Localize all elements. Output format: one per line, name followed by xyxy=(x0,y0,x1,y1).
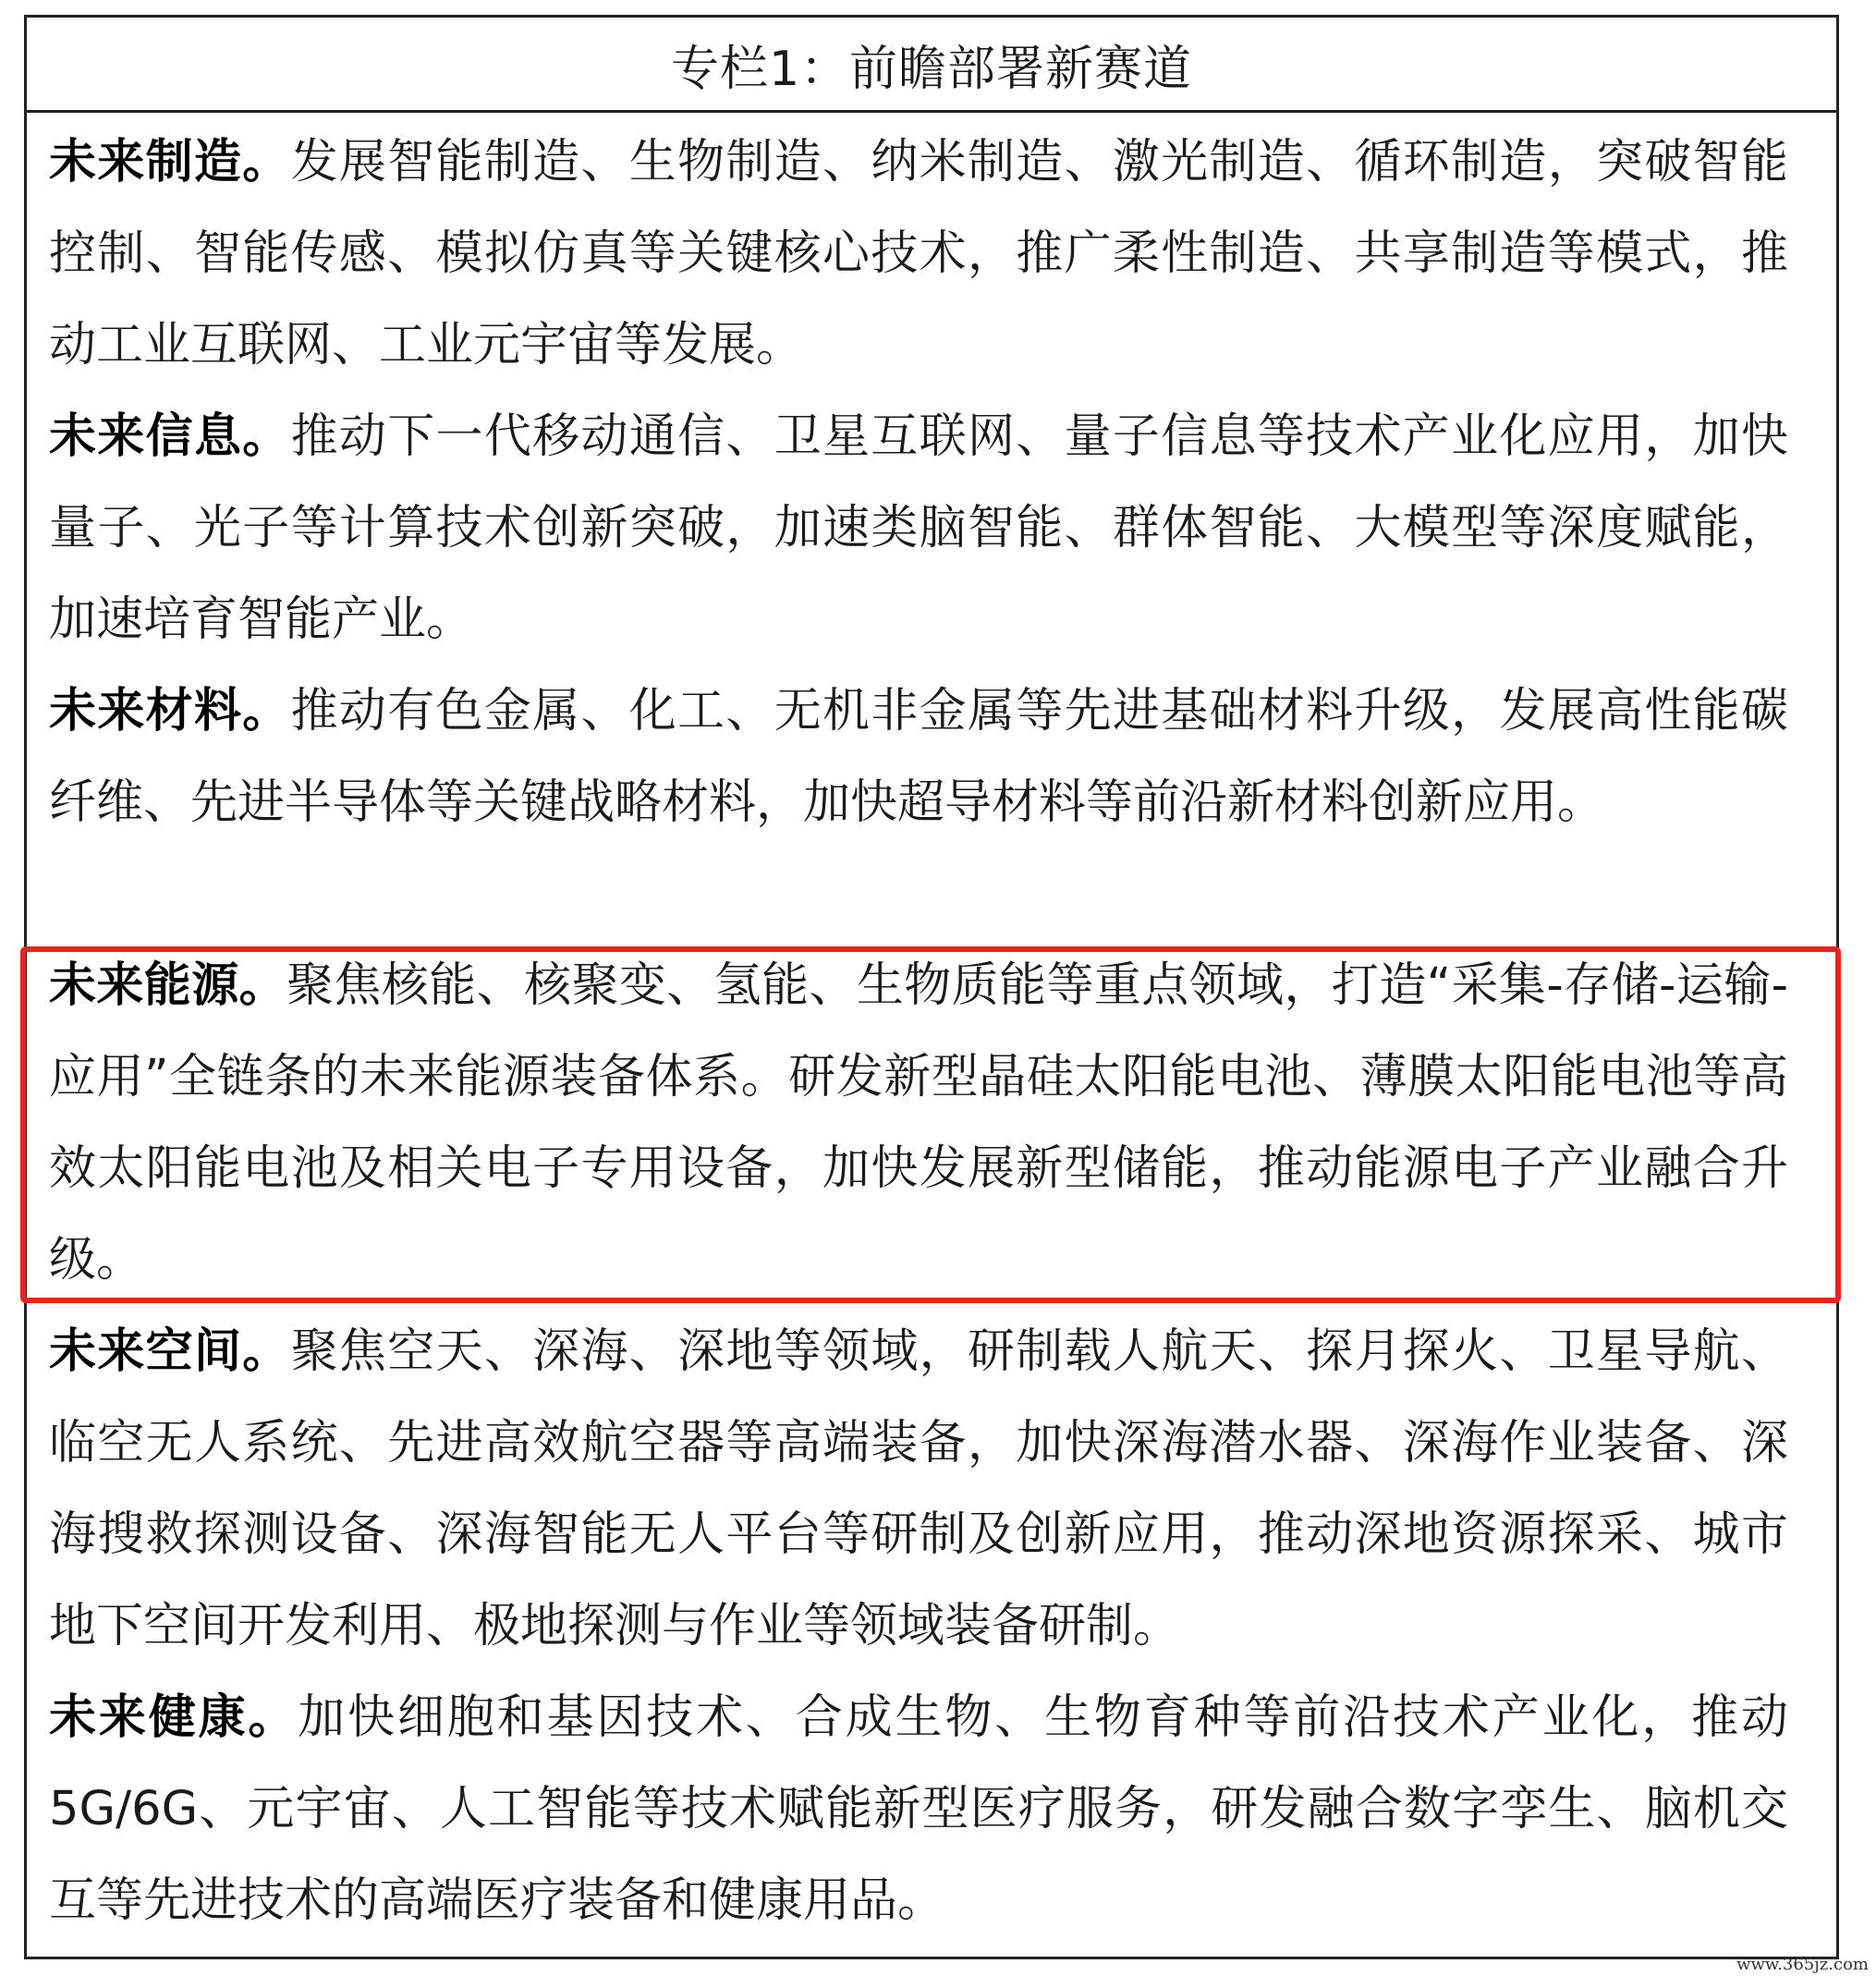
section-future-information xyxy=(49,391,1788,665)
section-title: 未来材料。 xyxy=(49,684,291,738)
column-title: 专栏1：前瞻部署新赛道 xyxy=(27,18,1836,113)
section-future-manufacturing xyxy=(49,113,1788,391)
section-body: 发展智能制造、生物制造、纳米制造、激光制造、循环制造，突破智能控制、智能传感、模拟仿真等关键核心技术，推广柔性制造、共享制造等模式，推动工业互联网、工业元宇宙等发展。 xyxy=(49,135,1788,372)
section-body: 推动下一代移动通信、卫星互联网、量子信息等技术产业化应用，加快量子、光子等计算技术创新突破，加速类脑智能、群体智能、大模型等深度赋能，加速培育智能产业。 xyxy=(49,409,1788,647)
section-future-energy xyxy=(49,940,1788,1306)
sections-container xyxy=(27,113,1836,1946)
section-future-materials xyxy=(49,665,1788,940)
section-title: 未来空间。 xyxy=(49,1324,291,1379)
watermark: www.365jz.com xyxy=(1736,1955,1869,1974)
section-body: 推动有色金属、化工、无机非金属等先进基础材料升级，发展高性能碳纤维、先进半导体等关键战略材料，加快超导材料等前沿新材料创新应用。 xyxy=(49,684,1788,830)
section-title: 未来制造。 xyxy=(49,135,291,189)
section-title: 未来健康。 xyxy=(49,1690,298,1745)
section-body: 加快细胞和基因技术、合成生物、生物育种等前沿技术产业化，推动5G/6G、元宇宙、人工智能等技术赋能新型医疗服务，研发融合数字孪生、脑机交互等先进技术的高端医疗装备和健康用品。 xyxy=(49,1690,1788,1928)
section-future-space xyxy=(49,1306,1788,1672)
section-title: 未来能源。 xyxy=(49,958,287,1013)
section-title: 未来信息。 xyxy=(49,409,291,464)
section-body: 聚焦空天、深海、深地等领域，研制载人航天、探月探火、卫星导航、临空无人系统、先进高效航空器等高端装备，加快深海潜水器、深海作业装备、深海搜救探测设备、深海智能无人平台等研制及创新应用，推动深地资源探采、城市地下空间开发利用、极地探测与作业等领域装备研制。 xyxy=(49,1324,1788,1653)
section-future-health xyxy=(49,1672,1788,1946)
column-box xyxy=(24,15,1839,1959)
section-body: 聚焦核能、核聚变、氢能、生物质能等重点领域，打造“采集-存储-运输-应用”全链条的未来能源装备体系。研发新型晶硅太阳能电池、薄膜太阳能电池等高效太阳能电池及相关电子专用设备，加快发展新型储能，推动能源电子产业融合升级。 xyxy=(49,958,1788,1287)
